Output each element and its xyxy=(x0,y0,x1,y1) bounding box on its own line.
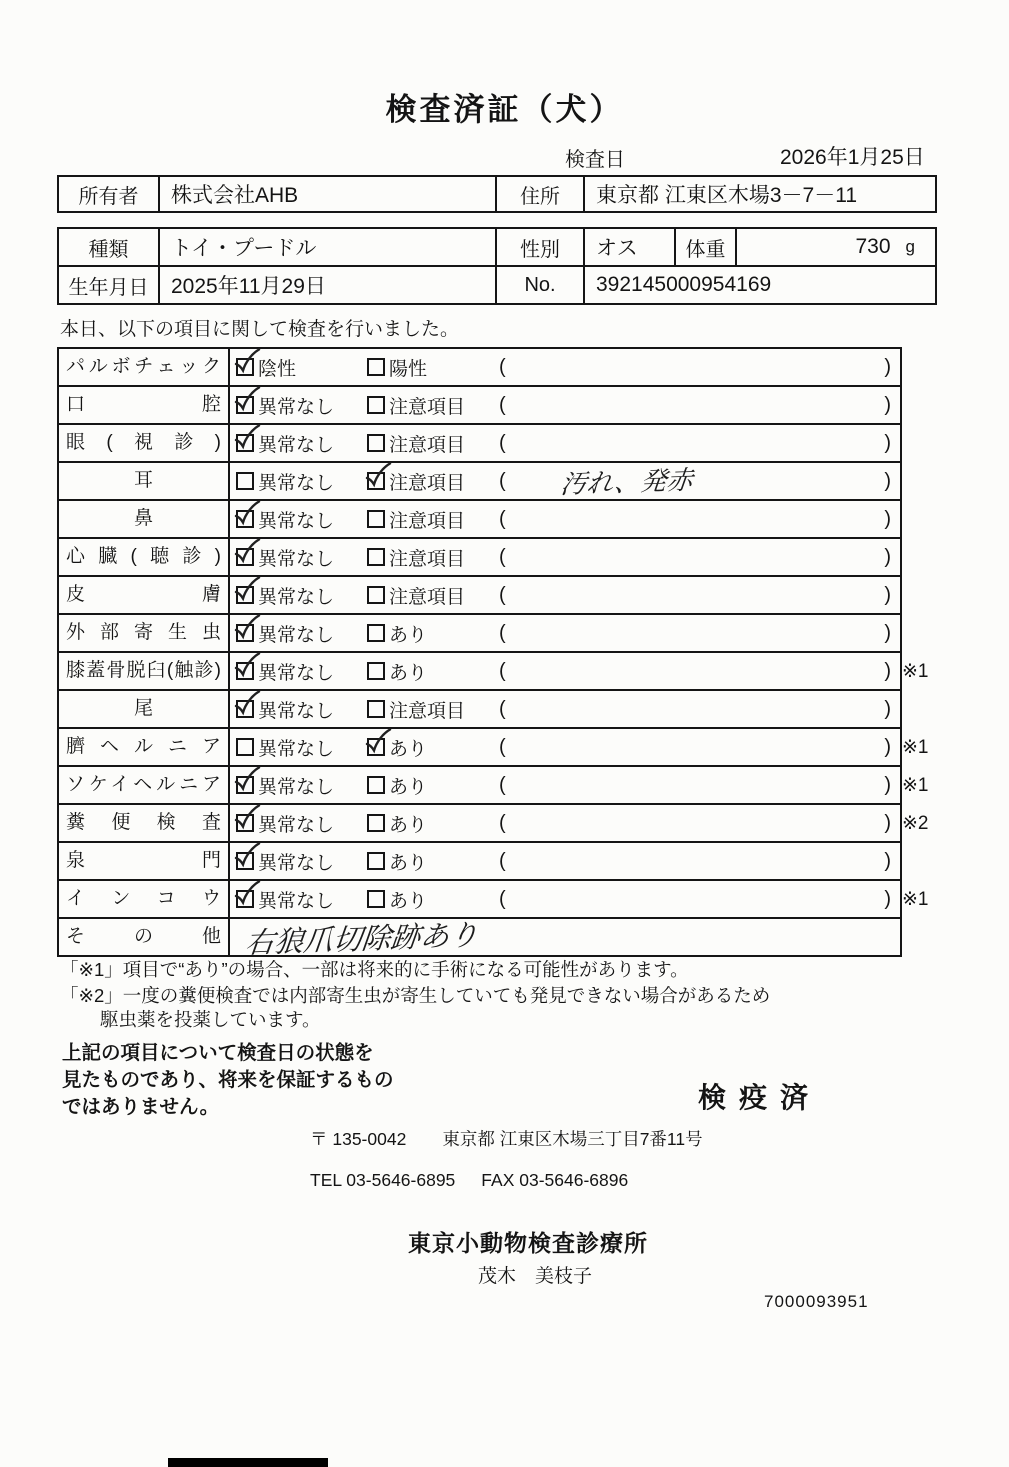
paren-open: ( xyxy=(499,697,506,720)
checklist-row-body xyxy=(230,349,900,385)
checkbox-option-1-label: 異常なし xyxy=(258,510,335,532)
checkbox-option-1-label: 異常なし xyxy=(258,548,335,570)
option-1 xyxy=(236,468,367,495)
checkbox-option-1 xyxy=(236,358,254,376)
checkbox-option-2-label: あり xyxy=(389,852,428,874)
option-2 xyxy=(367,810,499,837)
paren-open: ( xyxy=(499,659,506,682)
handwritten-check-icon xyxy=(233,347,261,375)
option-1 xyxy=(236,392,367,419)
checklist-row-body xyxy=(230,463,900,499)
paren-close: ) xyxy=(884,583,891,606)
paren-close: ) xyxy=(884,621,891,644)
checklist-row xyxy=(59,461,900,499)
checkbox-option-1 xyxy=(236,738,254,756)
remarks-field xyxy=(499,546,900,569)
checklist-row xyxy=(59,803,929,841)
option-2 xyxy=(367,506,499,533)
handwritten-check-icon xyxy=(233,423,261,451)
birthdate-value: 2025年11月29日 xyxy=(160,267,497,303)
checklist-item-label: 尾 xyxy=(59,691,230,727)
address-label: 住所 xyxy=(497,177,585,211)
option-2 xyxy=(367,544,499,571)
checkbox-option-2-label: 注意項目 xyxy=(389,434,466,456)
handwritten-note: 汚れ、発赤 xyxy=(558,464,695,499)
pet-info-table xyxy=(57,227,937,305)
footnote-marker: ※1 xyxy=(902,775,929,796)
checklist-table xyxy=(57,347,929,960)
checklist-row-body xyxy=(230,539,900,575)
handwritten-check-icon xyxy=(233,499,261,527)
checklist-row xyxy=(59,727,929,765)
checkbox-option-2 xyxy=(367,472,385,490)
owner-value: 株式会社AHB xyxy=(160,177,497,211)
disclaimer-line-2: 見たものであり、将来を保証するもの xyxy=(62,1069,394,1091)
paren-open: ( xyxy=(499,811,506,834)
checkbox-option-1-label: 異常なし xyxy=(258,472,335,494)
handwritten-check-icon xyxy=(233,613,261,641)
postal-code: 〒 135-0042 xyxy=(310,1129,407,1149)
checkbox-option-2-label: 陽性 xyxy=(389,358,428,380)
checkbox-option-1 xyxy=(236,700,254,718)
paren-open: ( xyxy=(499,773,506,796)
street-address: 東京都 江東区木場三丁目7番11号 xyxy=(442,1129,703,1149)
disclaimer-line-3: ではありません。 xyxy=(62,1096,220,1118)
paren-open: ( xyxy=(499,469,506,492)
paren-close: ) xyxy=(884,393,891,416)
option-1 xyxy=(236,848,367,875)
quarantine-passed-stamp: 検疫済 xyxy=(698,1082,822,1113)
checklist-item-label: 眼(視診) xyxy=(59,425,230,461)
option-1 xyxy=(236,506,367,533)
checkbox-option-1 xyxy=(236,776,254,794)
checklist-row xyxy=(59,689,900,727)
checkbox-option-2-label: 注意項目 xyxy=(389,510,466,532)
remarks-field xyxy=(499,660,900,683)
checkbox-option-2 xyxy=(367,852,385,870)
owner-table xyxy=(57,175,937,213)
remarks-field xyxy=(499,356,900,379)
option-1 xyxy=(236,354,367,381)
paren-close: ) xyxy=(884,811,891,834)
breed-label: 種類 xyxy=(59,229,160,265)
remarks-field xyxy=(499,394,900,417)
checkbox-option-2 xyxy=(367,662,385,680)
address-value: 東京都 江東区木場3－7－11 xyxy=(596,184,857,207)
checkbox-option-1 xyxy=(236,662,254,680)
checklist-item-label: 口腔 xyxy=(59,387,230,423)
checkbox-option-2-label: あり xyxy=(389,662,428,684)
handwritten-check-icon xyxy=(233,689,261,717)
checkbox-option-2-label: あり xyxy=(389,814,428,836)
microchip-no-value: 392145000954169 xyxy=(596,273,772,296)
checklist-row-body xyxy=(230,729,900,765)
checkbox-option-2 xyxy=(367,358,385,376)
footnote-marker: ※1 xyxy=(902,661,929,682)
option-1 xyxy=(236,886,367,913)
checkbox-option-1-label: 異常なし xyxy=(258,814,335,836)
option-2 xyxy=(367,468,499,495)
tel-number: TEL 03-5646-6895 xyxy=(310,1170,456,1190)
handwritten-check-icon xyxy=(233,385,261,413)
handwritten-check-icon xyxy=(364,727,392,755)
clinic-phone-line xyxy=(310,1170,628,1191)
breed-value: トイ・プードル xyxy=(160,229,497,265)
paren-open: ( xyxy=(499,545,506,568)
checkbox-option-1 xyxy=(236,510,254,528)
fax-number: FAX 03-5646-6896 xyxy=(481,1170,629,1190)
checkbox-option-2 xyxy=(367,814,385,832)
checkbox-option-1 xyxy=(236,624,254,642)
checklist-row-body xyxy=(230,843,900,879)
sex-value: オス xyxy=(585,229,676,265)
checklist-row xyxy=(59,349,900,385)
paren-open: ( xyxy=(499,393,506,416)
paren-close: ) xyxy=(884,735,891,758)
disclaimer xyxy=(62,1040,394,1121)
checklist-row xyxy=(59,423,900,461)
birthdate-label: 生年月日 xyxy=(59,267,160,303)
checklist-row xyxy=(59,537,900,575)
microchip-no-label: No. xyxy=(497,267,585,303)
pet-info-row-1 xyxy=(59,229,935,267)
footnote-2: 「※2」一度の糞便検査では内部寄生虫が寄生していても発見できない場合があるため xyxy=(60,985,771,1006)
checkbox-option-2 xyxy=(367,738,385,756)
checklist-item-label: 泉門 xyxy=(59,843,230,879)
checkbox-option-1 xyxy=(236,586,254,604)
paren-close: ) xyxy=(884,545,891,568)
checkbox-option-2 xyxy=(367,396,385,414)
footnote-2-continued: 駆虫薬を投薬しています。 xyxy=(100,1009,321,1030)
remarks-field xyxy=(499,432,900,455)
weight-label: 体重 xyxy=(676,229,737,265)
option-1 xyxy=(236,696,367,723)
handwritten-check-icon xyxy=(233,537,261,565)
handwritten-check-icon xyxy=(233,803,261,831)
option-1 xyxy=(236,658,367,685)
scan-artifact-bar xyxy=(168,1458,328,1467)
option-2 xyxy=(367,430,499,457)
checkbox-option-2-label: 注意項目 xyxy=(389,472,466,494)
checkbox-option-1-label: 異常なし xyxy=(258,662,335,684)
checklist-row xyxy=(59,917,900,960)
paren-close: ) xyxy=(884,469,891,492)
checkbox-option-2-label: あり xyxy=(389,624,428,646)
checkbox-option-1-label: 異常なし xyxy=(258,776,335,798)
checklist-row xyxy=(59,841,900,879)
checklist-row-body xyxy=(230,919,900,960)
checklist-row xyxy=(59,385,900,423)
paren-close: ) xyxy=(884,659,891,682)
checklist-row-body xyxy=(230,387,900,423)
intro-statement: 本日、以下の項目に関して検査を行いました。 xyxy=(60,319,460,340)
checkbox-option-1 xyxy=(236,434,254,452)
checkbox-option-2 xyxy=(367,510,385,528)
checkbox-option-2-label: 注意項目 xyxy=(389,396,466,418)
option-2 xyxy=(367,734,499,761)
checkbox-option-1 xyxy=(236,396,254,414)
remarks-field xyxy=(499,736,900,759)
handwritten-check-icon xyxy=(233,651,261,679)
checkbox-option-1-label: 異常なし xyxy=(258,700,335,722)
checkbox-option-1-label: 異常なし xyxy=(258,852,335,874)
remarks-field xyxy=(499,622,900,645)
option-2 xyxy=(367,848,499,875)
checklist-row xyxy=(59,613,900,651)
paren-open: ( xyxy=(499,735,506,758)
checklist-item-label: その他 xyxy=(59,919,230,955)
remarks-field xyxy=(499,464,900,499)
paren-open: ( xyxy=(499,849,506,872)
document-serial-number: 7000093951 xyxy=(764,1292,869,1311)
checklist-row-body xyxy=(230,805,900,841)
remarks-field xyxy=(499,774,900,797)
pet-info-row-2 xyxy=(59,267,935,303)
paren-open: ( xyxy=(499,887,506,910)
checklist-row-body xyxy=(230,653,900,689)
paren-close: ) xyxy=(884,849,891,872)
checkbox-option-1-label: 異常なし xyxy=(258,396,335,418)
checkbox-option-2-label: あり xyxy=(389,890,428,912)
option-2 xyxy=(367,886,499,913)
veterinarian-name: 茂木 美枝子 xyxy=(478,1266,593,1287)
option-2 xyxy=(367,772,499,799)
checklist-item-label: 心臓(聴診) xyxy=(59,539,230,575)
checklist-item-label: パルボチェック xyxy=(59,349,230,385)
weight-unit: g xyxy=(905,237,915,256)
checkbox-option-1 xyxy=(236,472,254,490)
checklist-row-body xyxy=(230,501,900,537)
checklist-item-label: 耳 xyxy=(59,463,230,499)
page-title: 検査済証（犬） xyxy=(385,92,624,127)
checklist-item-label: 鼻 xyxy=(59,501,230,537)
checklist-row-body xyxy=(230,425,900,461)
paren-close: ) xyxy=(884,431,891,454)
option-2 xyxy=(367,582,499,609)
checkbox-option-1 xyxy=(236,548,254,566)
checkbox-option-2 xyxy=(367,624,385,642)
checkbox-option-2-label: 注意項目 xyxy=(389,548,466,570)
footnote-marker: ※2 xyxy=(902,813,929,834)
checklist-row-body xyxy=(230,767,900,803)
paren-open: ( xyxy=(499,621,506,644)
weight-value: 730 xyxy=(855,235,891,258)
checkbox-option-1 xyxy=(236,814,254,832)
checkbox-option-2 xyxy=(367,890,385,908)
checkbox-option-1-label: 異常なし xyxy=(258,890,335,912)
checklist-item-label: 外部寄生虫 xyxy=(59,615,230,651)
paren-open: ( xyxy=(499,583,506,606)
checklist-row xyxy=(59,575,900,613)
option-1 xyxy=(236,620,367,647)
checklist-row-body xyxy=(230,615,900,651)
paren-close: ) xyxy=(884,355,891,378)
inspection-date-value: 2026年1月25日 xyxy=(780,146,925,169)
footnote-marker: ※1 xyxy=(902,889,929,910)
checkbox-option-1-label: 異常なし xyxy=(258,434,335,456)
sex-label: 性別 xyxy=(497,229,585,265)
checkbox-option-2 xyxy=(367,586,385,604)
checkbox-option-1-label: 異常なし xyxy=(258,738,335,760)
remarks-field xyxy=(499,584,900,607)
option-2 xyxy=(367,354,499,381)
checkbox-option-1-label: 異常なし xyxy=(258,586,335,608)
handwritten-check-icon xyxy=(233,765,261,793)
option-2 xyxy=(367,696,499,723)
option-1 xyxy=(236,734,367,761)
checklist-row xyxy=(59,651,929,689)
option-1 xyxy=(236,544,367,571)
weight-value-cell xyxy=(737,229,935,265)
checklist-item-label: 臍ヘルニア xyxy=(59,729,230,765)
checklist-row-body xyxy=(230,881,900,917)
option-1 xyxy=(236,772,367,799)
checklist-item-label: 糞便検査 xyxy=(59,805,230,841)
handwritten-check-icon xyxy=(233,841,261,869)
paren-open: ( xyxy=(499,431,506,454)
option-2 xyxy=(367,392,499,419)
remarks-field xyxy=(499,698,900,721)
checklist-row-body xyxy=(230,577,900,613)
checkbox-option-2-label: あり xyxy=(389,738,428,760)
inspection-date-label: 検査日 xyxy=(565,149,625,171)
handwritten-check-icon xyxy=(233,575,261,603)
footnote-1: 「※1」項目で“あり”の場合、一部は将来的に手術になる可能性があります。 xyxy=(60,959,689,980)
option-2 xyxy=(367,658,499,685)
option-2 xyxy=(367,620,499,647)
option-1 xyxy=(236,582,367,609)
checkbox-option-2 xyxy=(367,776,385,794)
checkbox-option-2 xyxy=(367,548,385,566)
paren-close: ) xyxy=(884,887,891,910)
checklist-row-body xyxy=(230,691,900,727)
remarks-field xyxy=(499,888,900,911)
option-1 xyxy=(236,810,367,837)
handwritten-check-icon xyxy=(364,461,392,489)
owner-label: 所有者 xyxy=(59,177,160,211)
paren-close: ) xyxy=(884,697,891,720)
checkbox-option-2-label: あり xyxy=(389,776,428,798)
disclaimer-line-1: 上記の項目について検査日の状態を xyxy=(62,1042,374,1064)
checklist-item-label: 皮膚 xyxy=(59,577,230,613)
checklist-row xyxy=(59,499,900,537)
checkbox-option-2 xyxy=(367,700,385,718)
checklist-item-label: 膝蓋骨脱臼(触診) xyxy=(59,653,230,689)
paren-close: ) xyxy=(884,507,891,530)
checkbox-option-1 xyxy=(236,852,254,870)
clinic-address-line xyxy=(310,1126,703,1151)
checklist-item-label: インコウ xyxy=(59,881,230,917)
checklist-item-label: ソケイヘルニア xyxy=(59,767,230,803)
paren-close: ) xyxy=(884,773,891,796)
checkbox-option-2 xyxy=(367,434,385,452)
checkbox-option-2-label: 注意項目 xyxy=(389,586,466,608)
remarks-field xyxy=(499,508,900,531)
checkbox-option-2-label: 注意項目 xyxy=(389,700,466,722)
checklist-row xyxy=(59,765,929,803)
checkbox-option-1-label: 陰性 xyxy=(258,358,297,380)
clinic-name: 東京小動物検査診療所 xyxy=(408,1230,648,1256)
paren-open: ( xyxy=(499,507,506,530)
handwritten-check-icon xyxy=(233,879,261,907)
footnote-marker: ※1 xyxy=(902,737,929,758)
option-1 xyxy=(236,430,367,457)
handwritten-other-note: 右狼爪切除跡あり xyxy=(243,919,480,960)
remarks-field xyxy=(499,850,900,873)
paren-open: ( xyxy=(499,355,506,378)
checkbox-option-1-label: 異常なし xyxy=(258,624,335,646)
checklist-row xyxy=(59,879,929,917)
remarks-field xyxy=(499,812,900,835)
checkbox-option-1 xyxy=(236,890,254,908)
